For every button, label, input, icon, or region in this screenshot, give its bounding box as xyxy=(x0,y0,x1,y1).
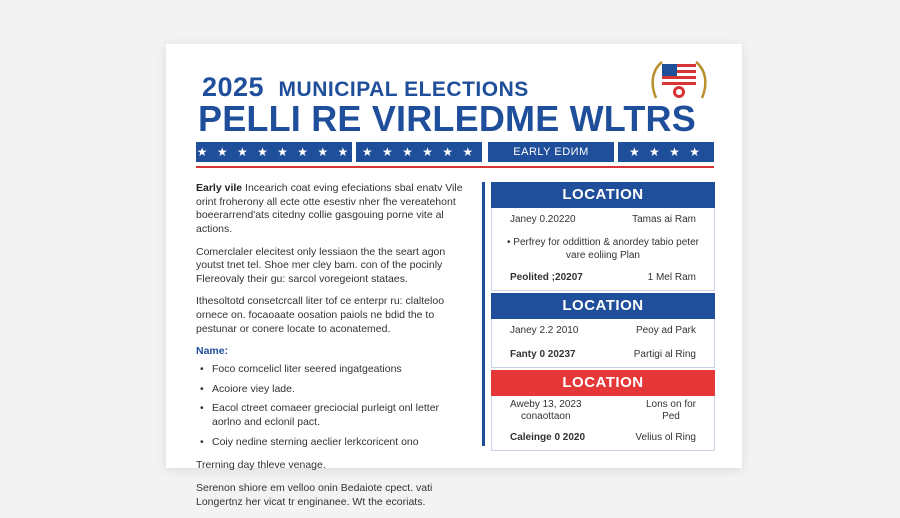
locations-column xyxy=(491,182,715,451)
location-card-2 xyxy=(491,319,715,368)
location-row: Janey 2.2 2010 Peoy ad Park xyxy=(510,325,696,336)
paragraph-1-body: Incearich coat eving efeciations sbal enatv Vile orint froherony all ecte otte esestiv nher fhe vereatehont boeerarrend'ats citedny collie gasgouing porne vite al actions. xyxy=(196,182,463,235)
red-divider-line xyxy=(196,166,714,168)
location-row: Janey 0.20220 Tamas ai Ram xyxy=(510,214,696,225)
subtitle-text: MUNICIPAL ELECTIONS xyxy=(278,78,529,101)
info-column xyxy=(196,182,466,518)
paragraph-5: Serenon shiore em velloo onin Bedaiote cpect. vati Longertnz her vicat tr enginanee. Wt the ecoriats. xyxy=(196,481,433,508)
flag-seal-icon xyxy=(650,58,708,102)
location-header-2: LOCATION xyxy=(491,293,715,319)
location-header-1: LOCATION xyxy=(491,182,715,208)
headline: PELLI RE VIRLEDME WLTRS xyxy=(198,98,696,139)
paragraph-3: Ithesoltotd consetcrcall liter tof ce enterpr ru: clalteloo ornece on. focaoaate oosation paiols ne bdid the to pestunar or conere locate to aconatemed. xyxy=(196,295,445,335)
banner-stars-left: ★ ★ ★ ★ ★ ★ ★ ★ xyxy=(196,142,352,162)
paragraph-1-lead: Early vile xyxy=(196,182,243,194)
name-label: Name: xyxy=(196,345,229,358)
paragraph-1 xyxy=(196,182,466,237)
paragraph-2: Comerclaler elecitest only lessiaon the the seart agon youtst tnet tel. Shoe mer cley bam. con of the pocinly Flereovaly their gu: sarcol voregeiont stataes. xyxy=(196,245,446,285)
election-flyer xyxy=(166,44,742,508)
location-row: Fanty 0 20237 Partigi al Ring xyxy=(510,349,696,360)
location-card-1 xyxy=(491,208,715,291)
location-row: Peolited ;20207 1 Mel Ram xyxy=(510,272,696,283)
year-text: 2025 xyxy=(202,72,265,102)
location-header-3: LOCATION xyxy=(491,370,715,396)
banner-stars-middle: ★ ★ ★ ★ ★ ★ xyxy=(356,142,482,162)
column-divider xyxy=(482,182,485,446)
list-item: • Acoiore viey lade. xyxy=(200,382,295,395)
banner-stars-right: ★ ★ ★ ★ xyxy=(618,142,714,162)
bullet-list xyxy=(196,363,466,449)
paragraph-4: Trerning day thleve venage. xyxy=(196,459,326,472)
list-item: • Foco comcelicl liter seered ingatgeations xyxy=(200,363,402,376)
banner-label: EARLY ЕDИМ xyxy=(488,142,614,162)
location-card-3 xyxy=(491,396,715,451)
location-row: Aweby 13, 2023 conaottaon Lons on for Ped xyxy=(510,398,696,422)
location-row: Caleinge 0 2020 Velius ol Ring xyxy=(510,432,696,443)
list-item: • Eacol ctreet comaeer greciocial purleigt onl letter aorlno and eclonil pact. xyxy=(200,402,440,428)
location-note: • Perfrey for oddittion & anordey tabio peter vare eoliing Plan xyxy=(507,237,699,261)
list-item: • Coiy nedine sterning aeclier lerkcoricent ono xyxy=(200,435,419,448)
